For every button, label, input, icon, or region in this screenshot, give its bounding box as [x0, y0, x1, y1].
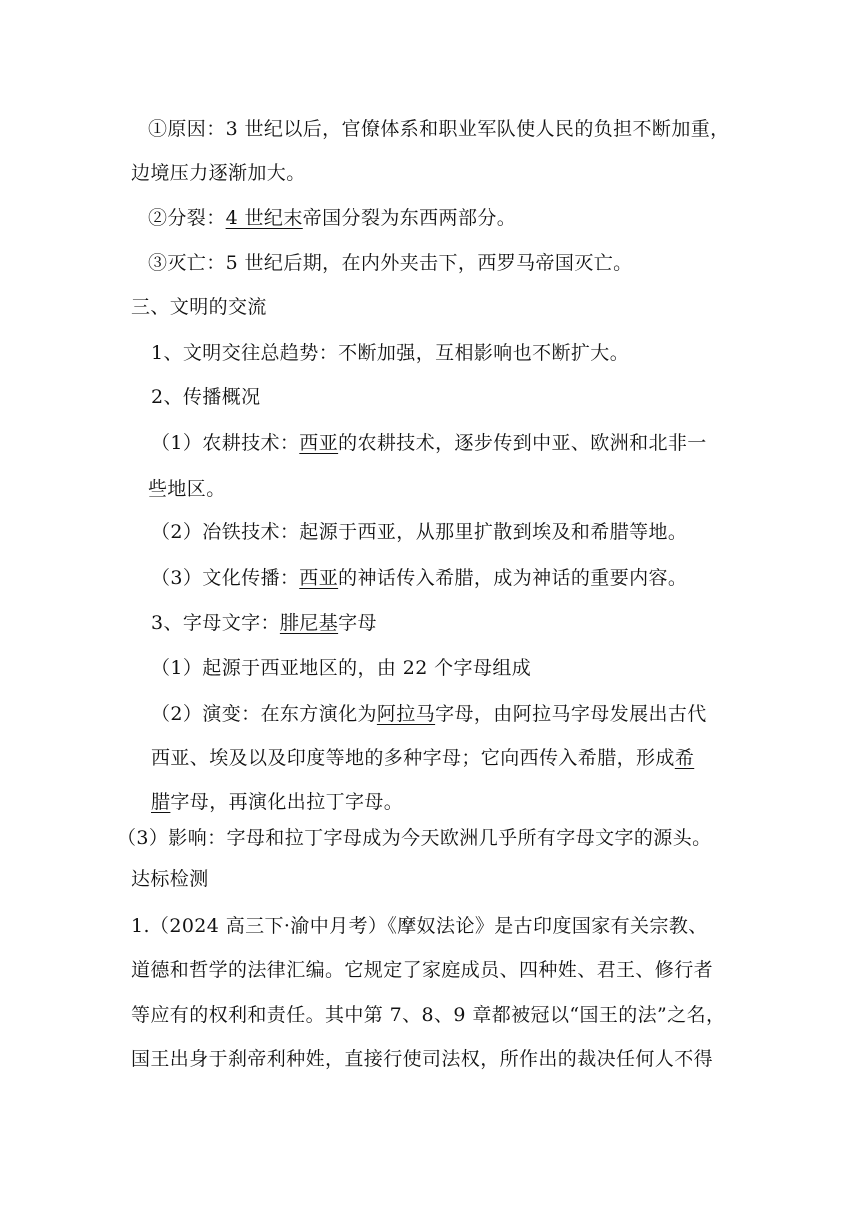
text-segment: 字母 — [338, 612, 377, 634]
question-line: 1.（2024 高三下·渝中月考）《摩奴法论》是古印度国家有关宗教、 — [131, 915, 708, 937]
text-line — [151, 565, 687, 591]
section-heading: 达标检测 — [131, 868, 209, 890]
text-segment: 的农耕技术，逐步传到中亚、欧洲和北非一 — [338, 432, 707, 454]
text-line — [151, 745, 694, 771]
text-segment: （2）演变：在东方演化为 — [151, 703, 377, 725]
text-segment: 字母，再演化出拉丁字母。 — [170, 791, 404, 813]
underlined-term: 腊 — [151, 791, 171, 813]
text-segment: 的神话传入希腊，成为神话的重要内容。 — [338, 567, 688, 589]
text-line — [148, 205, 516, 231]
underlined-term: 4 世纪末 — [225, 207, 303, 229]
question-line: 等应有的权利和责任。其中第 7、8、9 章都被冠以“国王的法”之名， — [131, 1004, 726, 1026]
text-line: ①原因：3 世纪以后，官僚体系和职业军队使人民的负担不断加重， — [148, 118, 730, 140]
text-line — [151, 701, 707, 727]
text-line: （1）起源于西亚地区的，由 22 个字母组成 — [151, 657, 532, 679]
text-segment: 西亚、埃及以及印度等地的多种字母；它向西传入希腊，形成 — [151, 747, 675, 769]
question-line: 道德和哲学的法律汇编。它规定了家庭成员、四种姓、君王、修行者 — [131, 959, 714, 981]
underlined-term: 希 — [674, 747, 695, 769]
text-segment: 字母，由阿拉马字母发展出古代 — [435, 703, 707, 725]
underlined-term: 腓尼基 — [279, 612, 339, 634]
underlined-term: 西亚 — [299, 567, 339, 589]
section-heading: 三、文明的交流 — [131, 296, 267, 318]
text-line: （2）冶铁技术：起源于西亚，从那里扩散到埃及和希腊等地。 — [151, 521, 688, 543]
question-line: 国王出身于刹帝利种姓，直接行使司法权，所作出的裁决任何人不得 — [131, 1048, 714, 1070]
subheading: 2、传播概况 — [151, 386, 261, 408]
text-line: ③灭亡：5 世纪后期，在内外夹击下，西罗马帝国灭亡。 — [148, 252, 633, 274]
text-line: 边境压力逐渐加大。 — [131, 162, 306, 184]
subheading — [151, 610, 377, 636]
text-segment: 帝国分裂为东西两部分。 — [302, 207, 517, 229]
underlined-term: 西亚 — [299, 432, 339, 454]
text-segment: （3）文化传播： — [151, 567, 300, 589]
text-line: （3）影响：字母和拉丁字母成为今天欧洲几乎所有字母文字的源头。 — [117, 827, 712, 849]
text-line: 些地区。 — [148, 478, 226, 500]
underlined-term: 阿拉马 — [376, 703, 436, 725]
text-segment: 3、字母文字： — [151, 612, 280, 634]
text-segment: ②分裂： — [148, 207, 226, 229]
text-line — [151, 789, 403, 815]
text-segment: （1）农耕技术： — [151, 432, 300, 454]
text-line: 1、文明交往总趋势：不断加强，互相影响也不断扩大。 — [151, 342, 630, 364]
text-line — [151, 430, 707, 456]
